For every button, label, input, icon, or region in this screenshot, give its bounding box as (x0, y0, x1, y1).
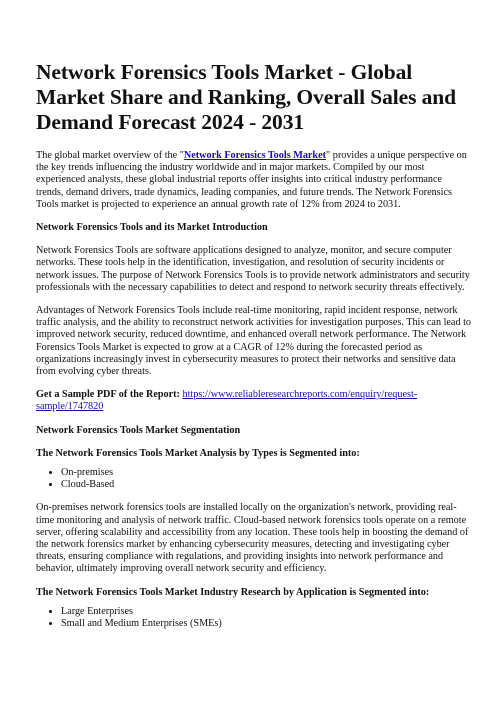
intro-text-before: The global market overview of the " (36, 150, 184, 161)
sample-pdf-paragraph (36, 389, 472, 413)
types-paragraph: On-premises network forensics tools are installed locally on the organization's network, providing real-time monitoring and analysis of network traffic. Cloud-based network forensics tools operate on a remote server, offering scalability and accessibility from any location. These tools help in boosting the demand of the network forensics market by enhancing cybersecurity measures, detecting and investigating cyber threats, ensuring compliance with regulations, and providing insights into network performance and behavior, ultimately improving overall network security and efficiency. (36, 502, 469, 575)
list-item: • Small and Medium Enterprises (SMEs) (61, 618, 472, 630)
types-list (36, 467, 472, 491)
intro-paragraph (36, 150, 472, 211)
market-introduction-heading: Network Forensics Tools and its Market Introduction (36, 222, 268, 234)
page-title: Network Forensics Tools Market - Global Market Share and Ranking, Overall Sales and Demand Forecast 2024 - 2031 (36, 60, 456, 134)
intro-text-after: " provides a unique perspective on the key trends influencing the industry worldwide and in major markets. Compiled by our most experienced analysts, these global industrial reports offer insights into critical industry performance trends, demand drivers, trade dynamics, leading companies, and future trends. The Network Forensics Tools market is projected to experience an annual growth rate of 12% from 2024 to 2031. (36, 150, 467, 210)
market-report-link[interactable]: Network Forensics Tools Market (183, 150, 327, 161)
list-item: • On-premises (61, 467, 472, 479)
application-heading: The Network Forensics Tools Market Industry Research by Application is Segmented into: (36, 586, 430, 598)
applications-list (36, 606, 472, 630)
definition-paragraph: Network Forensics Tools are software applications designed to analyze, monitor, and secure computer networks. These tools help in the identification, investigation, and resolution of security incidents or network issues. The purpose of Network Forensics Tools is to provide network administrators and security professionals with the necessary capabilities to detect and respond to network security threats effectively. (36, 245, 470, 293)
list-item: • Large Enterprises (61, 606, 472, 618)
sample-pdf-label: Get a Sample PDF of the Report: (36, 389, 183, 401)
document-page (36, 60, 472, 641)
list-item: • Cloud-Based (61, 479, 472, 491)
types-heading: The Network Forensics Tools Market Analysis by Types is Segmented into: (36, 447, 360, 459)
segmentation-heading: Network Forensics Tools Market Segmentation (36, 424, 241, 436)
sample-pdf-link[interactable]: https://www.reliableresearchreports.com/enquiry/request-sample/1747820 (36, 389, 418, 413)
advantages-paragraph: Advantages of Network Forensics Tools include real-time monitoring, rapid incident response, network traffic analysis, and the ability to reconstruct network activities for investigation purposes. This can lead to improved network security, reduced downtime, and enhanced overall network performance. The Network Forensics Tools Market is expected to grow at a CAGR of 12% during the forecasted period as organizations increasingly invest in cybersecurity measures to protect their networks and sensitive data from evolving cyber threats. (36, 305, 472, 378)
